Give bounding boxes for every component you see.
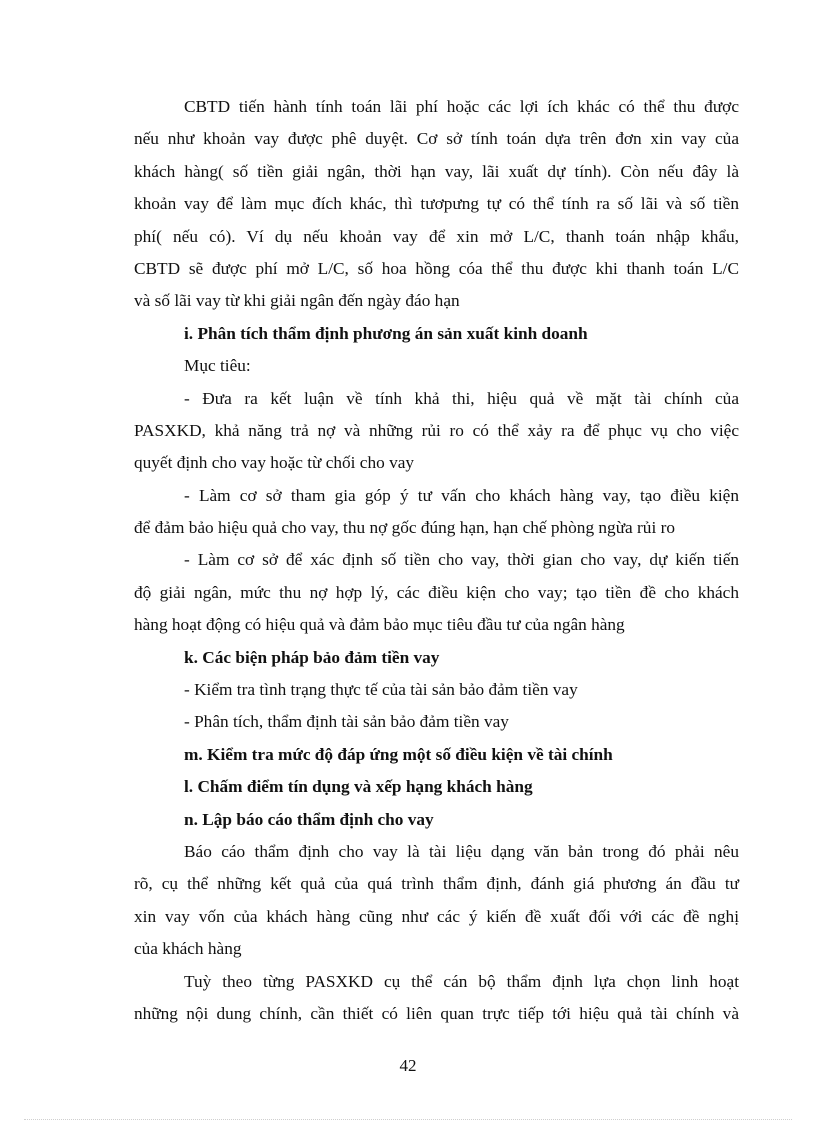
paragraph-line: - Làm cơ sở tham gia góp ý tư vấn cho khách hàng vay, tạo điều kiện [184,485,739,505]
paragraph-line: để đảm bảo hiệu quả cho vay, thu nợ gốc đúng hạn, hạn chế phòng ngừa rủi ro [134,518,675,538]
page-number: 42 [399,1056,417,1075]
paragraph-line: Tuỳ theo từng PASXKD cụ thể cán bộ thẩm định lựa chọn linh hoạt [184,971,739,991]
paragraph-line: - Làm cơ sở để xác định số tiền cho vay, thời gian cho vay, dự kiến tiến [184,550,739,570]
paragraph-line: - Kiểm tra tình trạng thực tế của tài sản bảo đảm tiền vay [184,680,578,700]
paragraph-line: - Đưa ra kết luận về tính khả thi, hiệu quả về mặt tài chính của [184,388,739,408]
paragraph-line: độ giải ngân, mức thu nợ hợp lý, các điều kiện cho vay; tạo tiền đề cho khách [134,582,739,602]
body-text [134,91,739,1030]
paragraph-line: - Phân tích, thẩm định tài sản bảo đảm tiền vay [184,712,509,732]
paragraph-line: rõ, cụ thể những kết quả của quá trình thẩm định, đánh giá phương án đầu tư [134,874,739,894]
paragraph-line: CBTD tiến hành tính toán lãi phí hoặc các lợi ích khác có thể thu được [184,97,739,116]
paragraph-line: quyết định cho vay hoặc từ chối cho vay [134,453,415,473]
paragraph-line: và số lãi vay từ khi giải ngân đến ngày đáo hạn [134,291,460,311]
paragraph-line: Báo cáo thẩm định cho vay là tài liệu dạng văn bản trong đó phải nêu [184,841,739,861]
paragraph-line: CBTD sẽ được phí mở L/C, số hoa hồng cóa thể thu được khi thanh toán L/C [134,258,739,278]
section-heading-n: n. Lập báo cáo thẩm định cho vay [184,809,434,829]
paragraph-line: xin vay vốn của khách hàng cũng như các ý kiến đề xuất đối với các đề nghị [134,906,739,926]
paragraph-line: khách hàng( số tiền giải ngân, thời hạn vay, lãi xuất dự tính). Còn nếu đây là [134,161,739,181]
paragraph-line: nếu như khoản vay được phê duyệt. Cơ sở tính toán dựa trên đơn xin vay của [134,129,739,149]
paragraph-line: Mục tiêu: [184,356,251,376]
paragraph-line: của khách hàng [134,939,242,959]
paragraph-line: khoản vay để làm mục đích khác, thì tươpưng tự có thể tính ra số lãi và số tiền [134,194,739,214]
section-heading-l: l. Chấm điểm tín dụng và xếp hạng khách hàng [184,777,533,797]
paragraph-line: hàng hoạt động có hiệu quả và đảm bảo mục tiêu đầu tư của ngân hàng [134,615,625,635]
section-heading-k: k. Các biện pháp bảo đảm tiền vay [184,647,440,667]
paragraph-line: PASXKD, khả năng trả nợ và những rủi ro có thể xảy ra để phục vụ cho việc [134,420,739,440]
paragraph-line: những nội dung chính, cần thiết có liên quan trực tiếp tới hiệu quả tài chính và [134,1003,739,1023]
section-heading-i: i. Phân tích thẩm định phương án sản xuất kinh doanh [184,323,588,343]
page-bottom-divider [24,1119,792,1120]
paragraph-line: phí( nếu có). Ví dụ nếu khoản vay để xin mở L/C, thanh toán nhập khẩu, [134,226,739,246]
section-heading-m: m. Kiểm tra mức độ đáp ứng một số điều kiện về tài chính [184,744,613,764]
